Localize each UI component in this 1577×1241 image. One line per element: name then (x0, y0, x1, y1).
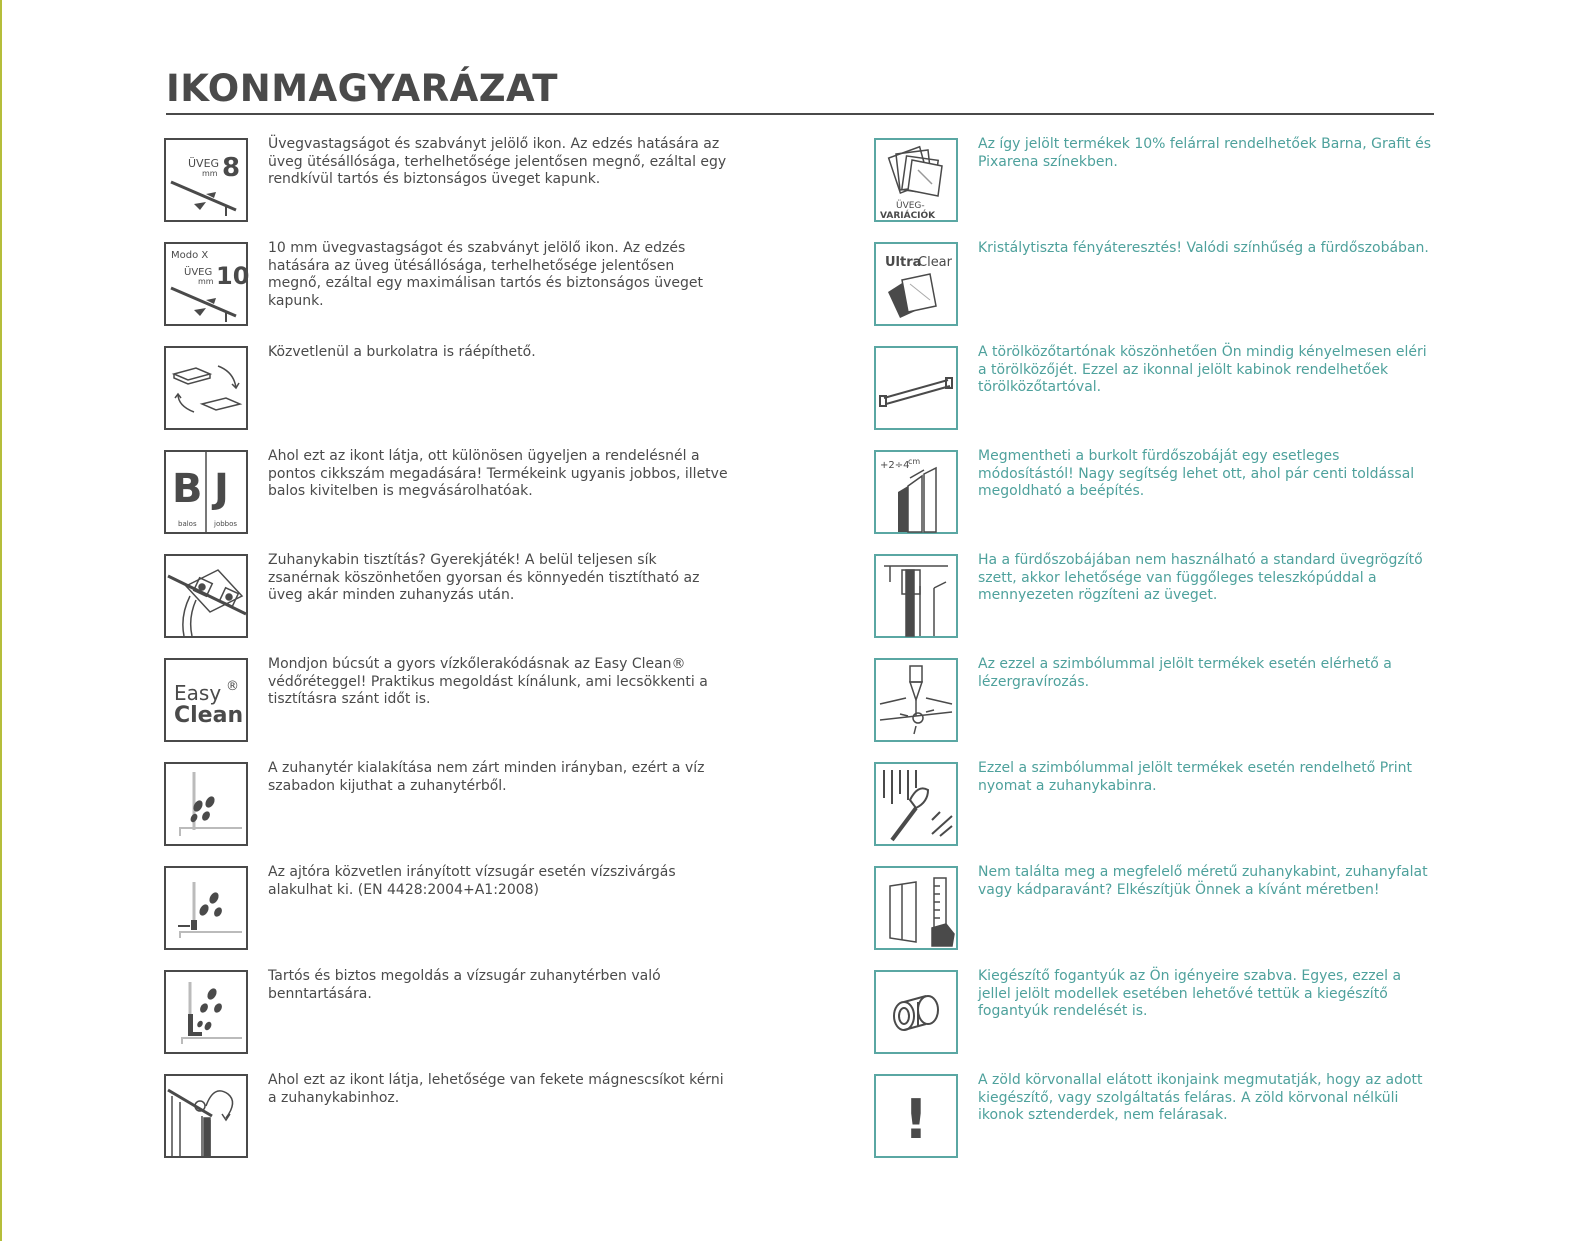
ultraclear-icon (874, 242, 958, 326)
page-edge-stripe (0, 0, 2, 1241)
legend-item-print-brush (874, 760, 1474, 846)
legend-item-ceiling-rod (874, 552, 1474, 638)
svg-text:ÜVEG-: ÜVEG- (896, 201, 925, 211)
legend-item-glass-10mm (164, 240, 764, 326)
legend-text: Zuhanykabin tisztítás? Gyerekjáték! A belül teljesen sík zsanérnak köszönhetően gyorsan és könnyedén tisztítható az üveg akár minden zuhanyzás után. (268, 552, 700, 603)
legend-item-exclamation (874, 1072, 1474, 1158)
extension-profile-icon (874, 450, 958, 534)
legend-text: Mondjon búcsút a gyors vízkőlerakódásnak az Easy Clean® védőréteggel! Praktikus megoldást kínálunk, ami lecsökkenti a tisztításra szánt időt is. (268, 656, 708, 707)
glass-10mm-icon (164, 242, 248, 326)
legend-text: Kiegészítő fogantyúk az Ön igényeire szabva. Egyes, ezzel a jellel jelölt modellek esetében lehetővé tettük a kiegészítő fogantyúk rendelését is. (978, 968, 1402, 1019)
svg-text:Ultra: Ultra (885, 255, 922, 270)
legend-text: Az ajtóra közvetlen irányított vízsugár esetén vízszivárgás alakulhat ki. (EN 4428:2004+A1:2008) (268, 864, 676, 898)
legend-item-magnet-seal (164, 1072, 764, 1158)
easy-clean-icon (164, 658, 248, 742)
legend-text: Ezzel a szimbólummal jelölt termékek esetén rendelhető Print nyomat a zuhanykabinra. (978, 760, 1412, 794)
knob-handle-icon (874, 970, 958, 1054)
legend-text: Közvetlenül a burkolatra is ráépíthető. (268, 344, 536, 360)
legend-text: Ahol ezt az ikont látja, lehetősége van fekete mágnescsíkot kérni a zuhanykabinhoz. (268, 1072, 724, 1106)
svg-text:jobbos: jobbos (214, 520, 238, 528)
legend-text: Az így jelölt termékek 10% felárral rendelhetőek Barna, Grafit és Pixarena színekben. (978, 136, 1432, 170)
svg-text:8: 8 (222, 153, 241, 183)
legend-text: Tartós és biztos megoldás a vízsugár zuhanytérben való benntartására. (268, 968, 661, 1002)
hinge-cleaning-icon (164, 554, 248, 638)
laser-engraving-icon (874, 658, 958, 742)
legend-text: 10 mm üvegvastagságot és szabványt jelölő ikon. Az edzés hatására az üveg ütésállósága, terhelhetősége jelentősen megnő, ezáltal egy maximálisan tartós és biztonságos üveget kapunk. (268, 240, 703, 309)
legend-text: Ahol ezt az ikont látja, ott különösen ügyeljen a rendelésnél a pontos cikkszám megadására! Termékeink ugyanis jobbos, illetve balos kivitelben is megvásárolhatóak. (268, 448, 728, 499)
svg-text:10: 10 (216, 262, 250, 290)
svg-text:ÜVEG: ÜVEG (188, 157, 220, 170)
svg-text:B: B (172, 466, 203, 512)
glass-variations-icon (874, 138, 958, 222)
svg-text:ÜVEG: ÜVEG (184, 267, 213, 278)
svg-text:Easy: Easy (174, 681, 222, 705)
contained-splash-icon (164, 970, 248, 1054)
svg-text:balos: balos (178, 520, 197, 528)
svg-text:mm: mm (202, 169, 218, 178)
legend-item-tile-install (164, 344, 764, 430)
title-underline (166, 113, 1434, 115)
legend-item-laser-engraving (874, 656, 1474, 742)
legend-item-left-right (164, 448, 764, 534)
legend-text: Üvegvastagságot és szabványt jelölő ikon. Az edzés hatására az üveg ütésállósága, terhelhetősége jelentősen megnő, ezáltal egy rendkívül tartós és biztonságos üveget kapunk. (268, 136, 727, 187)
legend-item-contained-splash (164, 968, 764, 1054)
legend-item-hinge-cleaning (164, 552, 764, 638)
legend-text: A zöld körvonallal elátott ikonjaink megmutatják, hogy az adott kiegészítő, vagy szolgáltatás feláras. A zöld körvonal nélküli ikonok sztenderdek, nem felárasak. (978, 1072, 1423, 1123)
print-brush-icon (874, 762, 958, 846)
svg-text:VARIÁCIÓK: VARIÁCIÓK (880, 211, 936, 221)
page-title: IKONMAGYARÁZAT (166, 67, 559, 110)
exclamation-icon (874, 1074, 958, 1158)
svg-text:!: ! (903, 1088, 929, 1151)
svg-text:Clear: Clear (918, 255, 952, 270)
open-splash-icon (164, 762, 248, 846)
legend-text: A törölközőtartónak köszönhetően Ön mindig kényelmesen eléri a törölközőjét. Ezzel az ikonnal jelölt kabinok rendelhetőek törölközőtartóval. (978, 344, 1427, 395)
svg-text:cm: cm (908, 457, 921, 466)
legend-item-towel-bar (874, 344, 1474, 430)
legend-text: Megmentheti a burkolt fürdőszobáját egy esetleges módosítástól! Nagy segítség lehet ott, ahol pár centi toldással megoldható a beépítés. (978, 448, 1415, 499)
legend-text: Nem találta meg a megfelelő méretű zuhanykabint, zuhanyfalat vagy kádparavánt? Elkészítjük Önnek a kívánt méretben! (978, 864, 1428, 898)
legend-text: Az ezzel a szimbólummal jelölt termékek esetén elérhető a lézergravírozás. (978, 656, 1392, 690)
legend-item-glass-variations (874, 136, 1474, 222)
custom-size-icon (874, 866, 958, 950)
tile-install-icon (164, 346, 248, 430)
legend-item-open-splash (164, 760, 764, 846)
legend-item-glass-8mm (164, 136, 764, 222)
towel-bar-icon (874, 346, 958, 430)
legend-item-custom-size (874, 864, 1474, 950)
door-splash-icon (164, 866, 248, 950)
glass-8mm-icon (164, 138, 248, 222)
legend-item-door-splash (164, 864, 764, 950)
svg-text:Clean: Clean (174, 703, 244, 728)
svg-text:mm: mm (198, 277, 214, 286)
legend-item-knob-handle (874, 968, 1474, 1054)
svg-text:J: J (214, 466, 229, 512)
legend-item-ultraclear (874, 240, 1474, 326)
ceiling-rod-icon (874, 554, 958, 638)
legend-text: A zuhanytér kialakítása nem zárt minden irányban, ezért a víz szabadon kijuthat a zuhanytérből. (268, 760, 705, 794)
legend-item-easy-clean (164, 656, 764, 742)
left-right-icon (164, 450, 248, 534)
legend-text: Ha a fürdőszobájában nem használható a standard üvegrögzítő szett, akkor lehetősége van függőleges teleszkópúddal a mennyezeten rögzíteni az üveget. (978, 552, 1423, 603)
svg-text:®: ® (226, 679, 239, 694)
magnet-seal-icon (164, 1074, 248, 1158)
legend-item-extension-profile (874, 448, 1474, 534)
svg-text:Modo X: Modo X (171, 250, 209, 261)
svg-text:+2÷4: +2÷4 (880, 460, 910, 471)
legend-text: Kristálytiszta fényáteresztés! Valódi színhűség a fürdőszobában. (978, 240, 1429, 256)
